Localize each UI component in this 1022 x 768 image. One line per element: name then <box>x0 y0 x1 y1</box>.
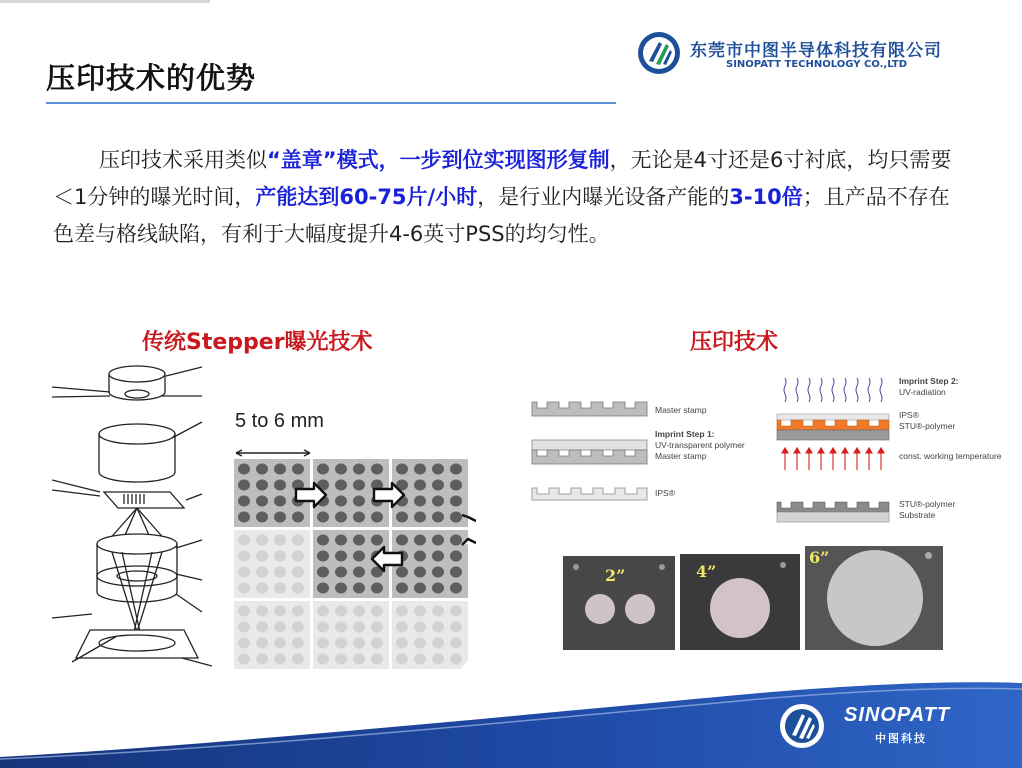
pattern-dot <box>256 512 268 523</box>
pattern-dot <box>335 567 347 578</box>
pattern-dot <box>414 583 426 594</box>
pattern-dot <box>274 535 286 546</box>
pattern-dot <box>396 535 408 546</box>
pattern-dot <box>432 606 444 617</box>
label-master-stamp: Master stamp <box>655 405 707 415</box>
pattern-dot <box>274 638 286 649</box>
pattern-dot <box>256 480 268 491</box>
wafer-size-label: 6” <box>809 548 830 567</box>
pattern-dot <box>317 654 329 665</box>
pattern-dot <box>371 638 383 649</box>
pattern-dot <box>432 567 444 578</box>
pattern-dot <box>292 512 304 523</box>
pattern-dot <box>396 638 408 649</box>
pattern-dot <box>450 464 462 475</box>
pattern-dot <box>238 638 250 649</box>
pattern-dot <box>256 551 268 562</box>
pattern-dot <box>450 551 462 562</box>
pattern-dot <box>238 535 250 546</box>
pattern-dot <box>450 480 462 491</box>
pattern-dot <box>396 654 408 665</box>
pattern-dot <box>396 567 408 578</box>
label-step1-line1: UV-transparent polymer <box>655 440 745 450</box>
pattern-dot <box>432 622 444 633</box>
pattern-dot <box>274 512 286 523</box>
pattern-dot <box>292 464 304 475</box>
body-text-2: ，无论是4寸还是6寸衬底，均只需要＜1分钟的曝光时间， <box>53 148 952 209</box>
screw-icon <box>573 564 579 570</box>
pattern-dot <box>414 464 426 475</box>
label-step2-title: Imprint Step 2: <box>899 376 959 386</box>
pattern-dot <box>335 638 347 649</box>
pattern-dot <box>256 606 268 617</box>
company-name-en: SINOPATT TECHNOLOGY CO.,LTD <box>726 59 908 70</box>
pattern-dot <box>450 512 462 523</box>
imprint-heading: 压印技术 <box>690 330 779 355</box>
pattern-dot <box>317 638 329 649</box>
pattern-dot <box>238 464 250 475</box>
pattern-dot <box>450 606 462 617</box>
pattern-dot <box>450 496 462 507</box>
body-paragraph <box>53 142 953 253</box>
wafer-photo-2in <box>563 556 675 650</box>
pattern-dot <box>335 496 347 507</box>
pattern-dot <box>256 535 268 546</box>
pattern-dot <box>335 606 347 617</box>
stepper-heading: 传统Stepper曝光技术 <box>142 330 373 355</box>
pattern-dot <box>335 622 347 633</box>
pattern-dot <box>238 654 250 665</box>
label-step2-line1: UV-radiation <box>899 387 946 397</box>
pattern-dot <box>353 638 365 649</box>
pattern-dot <box>256 583 268 594</box>
label-stu-polymer-2: STU®-polymer <box>899 499 956 509</box>
footer-brand-cn: 中图科技 <box>875 732 927 745</box>
imprint-process-diagram <box>527 374 1017 524</box>
pattern-dot <box>414 512 426 523</box>
pattern-dot <box>450 535 462 546</box>
wafer-photo-6in <box>805 546 943 650</box>
wafer-disc <box>827 550 923 646</box>
pattern-dot <box>396 606 408 617</box>
sinopatt-footer-logo-icon <box>778 702 826 750</box>
pattern-dot <box>256 496 268 507</box>
pattern-dot <box>353 622 365 633</box>
pattern-dot <box>335 464 347 475</box>
pattern-dot <box>353 567 365 578</box>
pattern-dot <box>396 583 408 594</box>
screw-icon <box>780 562 786 568</box>
footer-logo <box>778 702 978 752</box>
pattern-dot <box>371 606 383 617</box>
screw-icon <box>925 552 932 559</box>
label-ips-2: IPS® <box>899 410 919 420</box>
pattern-dot <box>317 583 329 594</box>
pattern-dot <box>292 638 304 649</box>
footer-brand-en: SINOPATT <box>844 704 951 726</box>
wafer-photos <box>563 546 943 654</box>
pattern-dot <box>432 583 444 594</box>
body-highlight-stamp: “盖章”模式，一步到位实现图形复制 <box>267 148 610 172</box>
pattern-dot <box>335 654 347 665</box>
pattern-dot <box>317 512 329 523</box>
body-text-3: ，是行业内曝光设备产能的 <box>477 185 730 209</box>
field-size-label: 5 to 6 mm <box>235 410 324 432</box>
body-text-4: ；且产品不存在色差与格线缺陷，有利于大幅度提升4-6英寸PSS的均匀性。 <box>53 185 950 246</box>
pattern-dot <box>371 464 383 475</box>
pattern-dot <box>317 535 329 546</box>
pattern-dot <box>317 622 329 633</box>
pattern-dot <box>353 512 365 523</box>
label-stu-polymer: STU®-polymer <box>899 421 956 431</box>
pattern-dot <box>256 567 268 578</box>
field-grid-graphic <box>230 405 476 671</box>
pattern-dot <box>432 638 444 649</box>
label-const-temp: const. working temperature <box>899 451 1002 461</box>
pattern-dot <box>414 622 426 633</box>
pattern-dot <box>335 480 347 491</box>
wafer-disc <box>585 594 615 624</box>
pattern-dot <box>274 551 286 562</box>
pattern-dot <box>256 464 268 475</box>
wafer-disc <box>710 578 770 638</box>
stepper-optics-diagram <box>52 362 212 672</box>
pattern-dot <box>274 496 286 507</box>
pattern-dot <box>353 535 365 546</box>
pattern-dot <box>274 606 286 617</box>
pattern-dot <box>371 512 383 523</box>
pattern-dot <box>432 512 444 523</box>
pattern-dot <box>396 622 408 633</box>
pattern-dot <box>432 654 444 665</box>
pattern-dot <box>414 496 426 507</box>
pattern-dot <box>317 464 329 475</box>
pattern-dot <box>292 606 304 617</box>
pattern-dot <box>335 535 347 546</box>
pattern-dot <box>371 583 383 594</box>
pattern-dot <box>414 480 426 491</box>
pattern-dot <box>353 654 365 665</box>
title-underline <box>46 102 616 104</box>
pattern-dot <box>414 654 426 665</box>
top-rule <box>0 0 210 3</box>
pattern-dot <box>353 606 365 617</box>
wafer-photo-4in <box>680 554 800 650</box>
pattern-dot <box>274 480 286 491</box>
pattern-dot <box>292 535 304 546</box>
label-step1-title: Imprint Step 1: <box>655 429 715 439</box>
pattern-dot <box>371 535 383 546</box>
pattern-dot <box>450 583 462 594</box>
pattern-dot <box>353 583 365 594</box>
pattern-dot <box>238 567 250 578</box>
screw-icon <box>659 564 665 570</box>
sinopatt-logo-icon <box>636 30 682 76</box>
pattern-dot <box>292 551 304 562</box>
pattern-dot <box>414 551 426 562</box>
pattern-dot <box>432 496 444 507</box>
pattern-dot <box>353 464 365 475</box>
pattern-dot <box>238 583 250 594</box>
pattern-dot <box>274 464 286 475</box>
wafer-size-label: 4” <box>696 562 717 581</box>
pattern-dot <box>432 480 444 491</box>
pattern-dot <box>274 654 286 665</box>
pattern-dot <box>353 496 365 507</box>
body-highlight-throughput: 产能达到60-75片/小时 <box>255 185 478 209</box>
pattern-dot <box>292 583 304 594</box>
pattern-dot <box>274 583 286 594</box>
body-text-1: 压印技术采用类似 <box>99 148 267 172</box>
pattern-dot <box>353 480 365 491</box>
pattern-dot <box>238 480 250 491</box>
pattern-dot <box>396 512 408 523</box>
pattern-dot <box>238 606 250 617</box>
pattern-dot <box>256 654 268 665</box>
pattern-dot <box>432 551 444 562</box>
pattern-dot <box>256 638 268 649</box>
label-substrate: Substrate <box>899 510 936 520</box>
pattern-dot <box>317 567 329 578</box>
pattern-dot <box>238 551 250 562</box>
pattern-dot <box>371 654 383 665</box>
pattern-dot <box>432 464 444 475</box>
pattern-dot <box>238 512 250 523</box>
pattern-dot <box>317 606 329 617</box>
pattern-dot <box>371 622 383 633</box>
pattern-dot <box>274 567 286 578</box>
pattern-dot <box>292 567 304 578</box>
wafer-disc <box>625 594 655 624</box>
pattern-dot <box>292 622 304 633</box>
pattern-dot <box>335 512 347 523</box>
pattern-dot <box>414 638 426 649</box>
pattern-dot <box>432 535 444 546</box>
pattern-dot <box>450 654 462 665</box>
pattern-dot <box>414 567 426 578</box>
pattern-dot <box>396 464 408 475</box>
company-logo <box>636 30 976 80</box>
pattern-dot <box>256 622 268 633</box>
pattern-dot <box>335 551 347 562</box>
body-highlight-multiple: 3-10倍 <box>729 185 803 209</box>
label-step1-line2: Master stamp <box>655 451 707 461</box>
pattern-dot <box>335 583 347 594</box>
pattern-dot <box>414 606 426 617</box>
pattern-dot <box>353 551 365 562</box>
page-title: 压印技术的优势 <box>46 61 257 95</box>
pattern-dot <box>414 535 426 546</box>
pattern-dot <box>274 622 286 633</box>
pattern-dot <box>238 622 250 633</box>
pattern-dot <box>238 496 250 507</box>
stepper-field-grid <box>230 405 476 671</box>
pattern-dot <box>450 567 462 578</box>
company-name-cn: 东莞市中图半导体科技有限公司 <box>690 41 942 61</box>
pattern-dot <box>450 638 462 649</box>
pattern-dot <box>450 622 462 633</box>
pattern-dot <box>317 551 329 562</box>
pattern-dot <box>292 654 304 665</box>
label-ips: IPS® <box>655 488 675 498</box>
wafer-size-label: 2” <box>605 566 626 585</box>
